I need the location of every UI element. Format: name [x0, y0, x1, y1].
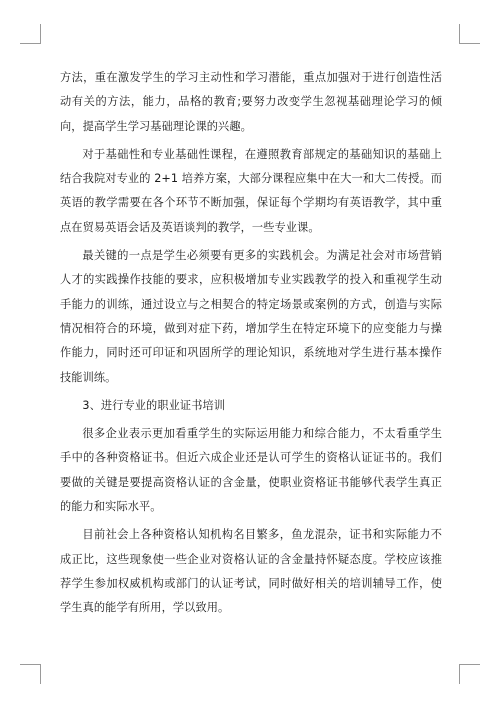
paragraph-certificates: 很多企业表示更加看重学生的实际运用能力和综合能力，不太看重学生手中的各种资格证书。但近六成企业还是认可学生的资格认证证书的。我们要做的关键是要提高资格认证的含金量，使职业资格证书能够代表学生真正的能力和实际水平。 — [60, 427, 442, 514]
paragraph-certification-bodies: 目前社会上各种资格认知机构名目繁多，鱼龙混杂，证书和实际能力不成正比，这些现象使一些企业对资格认证的含金量持怀疑态度。学校应该推荐学生参加权威机构或部门的认证考试，同时做好相关的培训辅导工作，使学生真的能学有所用，学以致用。 — [60, 528, 442, 615]
paragraph-continued: 方法，重在激发学生的学习主动性和学习潜能，重点加强对于进行创造性活动有关的方法，能力，品格的教育;要努力改变学生忽视基础理论学习的倾向，提高学生学习基础理论课的兴趣。 — [60, 71, 442, 133]
crop-mark-bottom-left-vertical — [40, 664, 41, 684]
crop-mark-bottom-left-horizontal — [20, 664, 41, 665]
crop-mark-top-left-horizontal — [20, 43, 41, 44]
crop-mark-top-right-horizontal — [459, 43, 480, 44]
crop-mark-bottom-right-vertical — [459, 664, 460, 684]
paragraph-practice: 最关键的一点是学生必须要有更多的实践机会。为满足社会对市场营销人才的实践操作技能的要求，应积极增加专业实践教学的投入和重视学生动手能力的训练，通过设立与之相契合的特定场景或案例的方式，创造与实际情况相符合的环境，做到对症下药，增加学生在特定环境下的应变能力与操作能力，同时还可印证和巩固所学的理论知识，系统地对学生进行基本操作技能训练。 — [60, 249, 442, 384]
section-heading: 3、进行专业的职业证书培训 — [82, 398, 226, 412]
crop-mark-bottom-right-horizontal — [459, 664, 480, 665]
document-body — [60, 66, 442, 621]
crop-mark-top-left-vertical — [40, 24, 41, 44]
crop-mark-top-right-vertical — [459, 24, 460, 44]
paragraph-curriculum: 对于基础性和专业基础性课程，在遵照教育部规定的基础知识的基础上结合我院对专业的 2+1 培养方案，大部分课程应集中在大一和大二传授。而英语的教学需要在各个环节不断加强，保证每个学期均有英语教学，其中重点在贸易英语会话及英语谈判的教学，一些专业课。 — [60, 147, 442, 234]
